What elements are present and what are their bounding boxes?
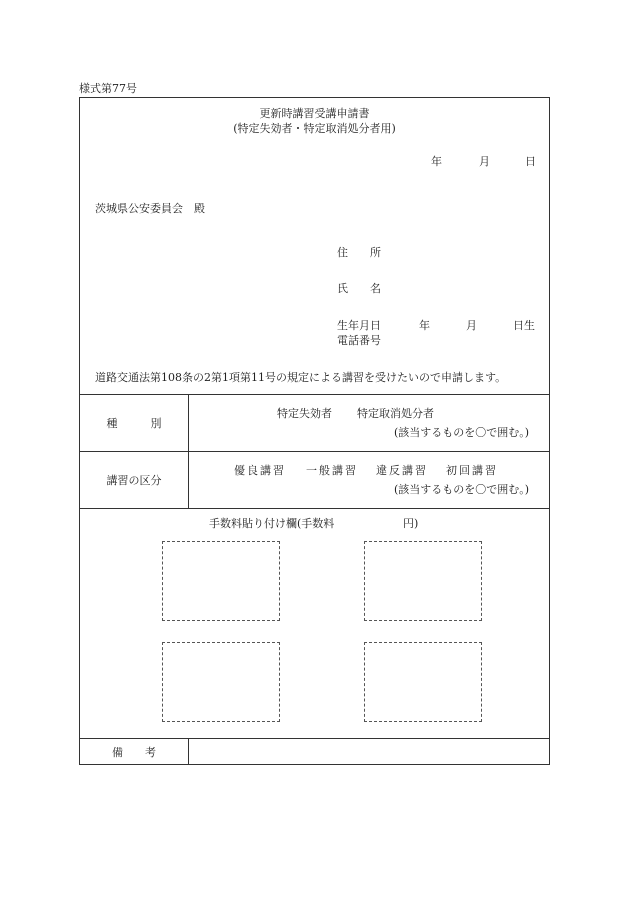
date-year-label: 年 bbox=[431, 155, 442, 168]
divider bbox=[80, 394, 549, 395]
application-form bbox=[79, 97, 550, 765]
category-note: (該当するものを〇で囲む。) bbox=[394, 426, 530, 439]
course-note: (該当するものを〇で囲む。) bbox=[394, 483, 530, 496]
form-subtitle: (特定失効者・特定取消処分者用) bbox=[233, 122, 396, 135]
remarks-label: 備 考 bbox=[112, 746, 156, 759]
fee-stamp-label: 手数料貼り付け欄(手数料 bbox=[209, 517, 335, 530]
course-option-violation[interactable]: 違反講習 bbox=[376, 464, 428, 477]
stamp-box[interactable] bbox=[162, 541, 280, 621]
form-number: 様式第77号 bbox=[79, 82, 137, 95]
date-day-label: 日 bbox=[525, 155, 536, 168]
course-label: 講習の区分 bbox=[106, 474, 162, 487]
name-label: 氏 名 bbox=[337, 282, 381, 295]
birth-day-label: 日生 bbox=[513, 319, 535, 332]
addressee: 茨城県公安委員会 殿 bbox=[95, 202, 205, 215]
stamp-box[interactable] bbox=[364, 541, 482, 621]
form-title: 更新時講習受講申請書 bbox=[259, 107, 370, 120]
course-option-general[interactable]: 一般講習 bbox=[306, 464, 358, 477]
birthdate-label: 生年月日 bbox=[337, 319, 381, 332]
course-option-excellent[interactable]: 優良講習 bbox=[234, 464, 286, 477]
phone-label: 電話番号 bbox=[337, 334, 381, 347]
stamp-box[interactable] bbox=[364, 642, 482, 722]
divider bbox=[80, 451, 549, 452]
remarks-field[interactable] bbox=[190, 740, 548, 764]
category-label: 種 別 bbox=[106, 417, 162, 430]
date-month-label: 月 bbox=[479, 155, 490, 168]
fee-unit-label: 円) bbox=[403, 517, 419, 530]
column-divider bbox=[188, 738, 189, 765]
category-option-revoked[interactable]: 特定取消処分者 bbox=[357, 407, 434, 420]
divider bbox=[80, 508, 549, 509]
stamp-box[interactable] bbox=[162, 642, 280, 722]
category-option-lapsed[interactable]: 特定失効者 bbox=[277, 407, 332, 420]
address-label: 住 所 bbox=[337, 246, 381, 259]
declaration-text: 道路交通法第108条の2第1項第11号の規定による講習を受けたいので申請します。 bbox=[95, 371, 507, 384]
divider bbox=[80, 738, 549, 739]
column-divider bbox=[188, 394, 189, 508]
birth-year-label: 年 bbox=[419, 319, 430, 332]
birth-month-label: 月 bbox=[466, 319, 477, 332]
course-option-first[interactable]: 初回講習 bbox=[446, 464, 498, 477]
